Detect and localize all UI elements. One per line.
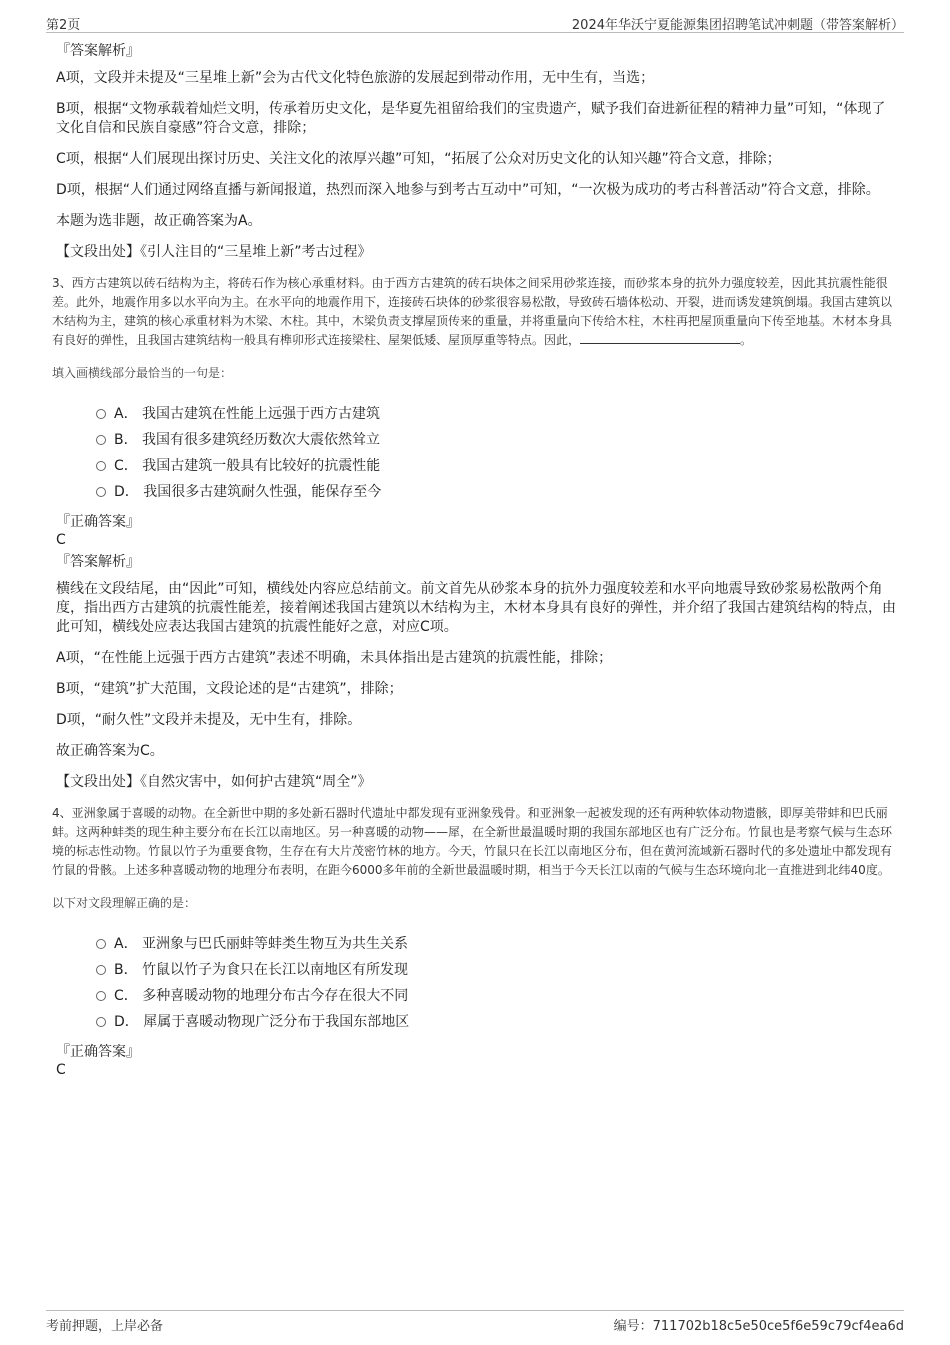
- q2-analysis-c: C项，根据“人们展现出探讨历史、关注文化的浓厚兴趣”可知，“拓展了公众对历史文化的认知兴趣”符合文意，排除；: [56, 151, 781, 167]
- q4-question: 4、亚洲象属于喜暖的动物。在全新世中期的多处新石器时代遗址中都发现有亚洲象残骨。和亚洲象一起被发现的还有两种软体动物遗骸，即厚美带蚌和巴氏丽蚌。这两种蚌类的现生种主要分布在长江以南地区。另一种喜暖的动物——犀，在全新世最温暖时期的我国东部地区也有广泛分布。竹鼠也是考察气候与生态环境的标志性动物。竹鼠以竹子为重要食物，生存在有大片茂密竹林的地方。今天，竹鼠只在长江以南地区分布，但在黄河流域新石器时代的多处遗址中都发现有竹鼠的骨骸。上述多种喜暖动物的地理分布表明，在距今6000多年前的全新世最温暖时期，相当于今天长江以南的气候与生态环境向北一直推进到北纬40度。: [52, 806, 893, 877]
- radio-icon[interactable]: [96, 461, 106, 471]
- q4-options: [96, 931, 898, 1035]
- q3-question-text: 3、西方古建筑以砖石结构为主，将砖石作为核心承重材料。由于西方古建筑的砖石块体之间采用砂浆连接，而砂浆本身的抗外力强度较差，因此其抗震性能很差。此外，地震作用多以水平向为主。在水平向的地震作用下，连接砖石块体的砂浆很容易松散，导致砖石墙体松动、开裂，进而诱发建筑倒塌。我国古建筑以木结构为主，建筑的核心承重材料为木梁、木柱。其中，木梁负责支撑屋顶传来的重量，并将重量向下传给木柱，木柱再把屋顶重量向下传至地基。木材本身具有良好的弹性，且我国古建筑结构一般具有榫卯形式连接梁柱、屋架低矮、屋顶厚重等特点。因此，: [52, 276, 893, 347]
- q3-options: [96, 401, 898, 505]
- q4-option-a[interactable]: [96, 931, 898, 957]
- q4-option-b[interactable]: [96, 957, 898, 983]
- document-title: 2024年华沃宁夏能源集团招聘笔试冲刺题（带答案解析）: [571, 18, 904, 33]
- q4-answer-label: 『正确答案』: [56, 1044, 140, 1060]
- q3-answer-label: 『正确答案』: [56, 514, 140, 530]
- option-label: D． 我国很多古建筑耐久性强，能保存至今: [114, 484, 382, 500]
- q2-conclusion: 本题为选非题，故正确答案为A。: [56, 213, 262, 229]
- q3-option-a[interactable]: [96, 401, 898, 427]
- q4-option-d[interactable]: [96, 1009, 898, 1035]
- q2-analysis-label: 『答案解析』: [56, 43, 140, 59]
- document-id: 编号：711702b18c5e50ce5f6e59c79cf4ea6d: [613, 1319, 904, 1334]
- q3-option-b[interactable]: [96, 427, 898, 453]
- radio-icon[interactable]: [96, 409, 106, 419]
- q3-question: [52, 274, 898, 350]
- radio-icon[interactable]: [96, 1017, 106, 1027]
- page-number: 第2页: [46, 18, 81, 33]
- q3-prompt: 填入画横线部分最恰当的一句是：: [52, 366, 233, 380]
- fill-blank: [580, 331, 740, 344]
- option-label: A． 亚洲象与巴氏丽蚌等蚌类生物互为共生关系: [114, 936, 409, 952]
- radio-icon[interactable]: [96, 435, 106, 445]
- option-label: B． 我国有很多建筑经历数次大震依然耸立: [114, 432, 381, 448]
- q2-analysis-a: A项，文段并未提及“三星堆上新”会为古代文化特色旅游的发展起到带动作用，无中生有，当选；: [56, 70, 655, 86]
- q3-analysis-b: B项，“建筑”扩大范围，文段论述的是“古建筑”，排除；: [56, 681, 403, 697]
- page-header: [46, 10, 904, 33]
- q3-conclusion: 故正确答案为C。: [56, 743, 164, 759]
- q4-option-c[interactable]: [96, 983, 898, 1009]
- option-label: C． 多种喜暖动物的地理分布古今存在很大不同: [114, 988, 409, 1004]
- option-label: B． 竹鼠以竹子为食只在长江以南地区有所发现: [114, 962, 409, 978]
- q3-analysis-label: 『答案解析』: [56, 554, 140, 570]
- radio-icon[interactable]: [96, 939, 106, 949]
- q3-question-end: 。: [740, 333, 753, 347]
- q3-option-d[interactable]: [96, 479, 898, 505]
- q4-prompt: 以下对文段理解正确的是：: [52, 896, 197, 910]
- q2-analysis-d: D项，根据“人们通过网络直播与新闻报道，热烈而深入地参与到考古互动中”可知，“一次极为成功的考古科普活动”符合文意，排除。: [56, 182, 880, 198]
- radio-icon[interactable]: [96, 965, 106, 975]
- option-label: A． 我国古建筑在性能上远强于西方古建筑: [114, 406, 381, 422]
- option-label: C． 我国古建筑一般具有比较好的抗震性能: [114, 458, 381, 474]
- q3-option-c[interactable]: [96, 453, 898, 479]
- footer-slogan: 考前押题，上岸必备: [46, 1319, 164, 1334]
- radio-icon[interactable]: [96, 991, 106, 1001]
- q4-answer: C: [56, 1062, 66, 1078]
- radio-icon[interactable]: [96, 487, 106, 497]
- q3-analysis-a: A项，“在性能上远强于西方古建筑”表述不明确，未具体指出是古建筑的抗震性能，排除；: [56, 650, 613, 666]
- q3-answer: C: [56, 532, 66, 548]
- option-label: D． 犀属于喜暖动物现广泛分布于我国东部地区: [114, 1014, 410, 1030]
- q3-source: 【文段出处】《自然灾害中，如何护古建筑“周全”》: [56, 774, 372, 790]
- q3-analysis-main: 横线在文段结尾，由“因此”可知，横线处内容应总结前文。前文首先从砂浆本身的抗外力强度较差和水平向地震导致砂浆易松散两个角度，指出西方古建筑的抗震性能差，接着阐述我国古建筑以木结构为主，木材本身具有良好的弹性，并介绍了我国古建筑结构的特点，由此可知，横线处应表达我国古建筑的抗震性能好之意，对应C项。: [56, 581, 896, 635]
- q3-analysis-d: D项，“耐久性”文段并未提及，无中生有，排除。: [56, 712, 362, 728]
- q2-analysis-b: B项，根据“文物承载着灿烂文明，传承着历史文化，是华夏先祖留给我们的宝贵遗产，赋予我们奋进新征程的精神力量”可知，“体现了文化自信和民族自豪感”符合文意，排除；: [56, 101, 886, 136]
- page-footer: [46, 1310, 904, 1337]
- q2-source: 【文段出处】《引人注目的“三星堆上新”考古过程》: [56, 244, 372, 260]
- page-content: [52, 42, 898, 1083]
